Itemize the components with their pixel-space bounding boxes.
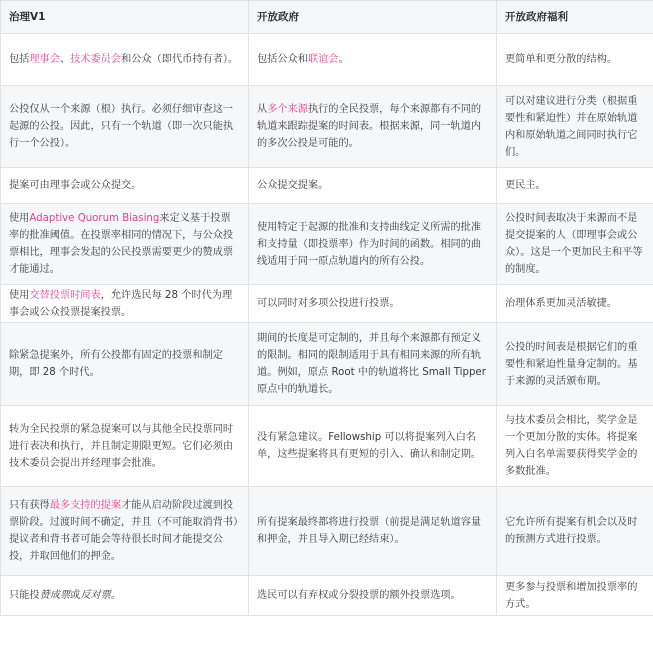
- cell-text: 治理体系更加灵活敏捷。: [505, 298, 618, 309]
- cell-text: 所有提案最终都将进行投票（前提是满足轨道容量和押金，并且导入期已经结束）。: [257, 517, 482, 545]
- open-gov-cell: [249, 576, 497, 616]
- open-gov-cell: [249, 168, 497, 204]
- cell-text: 除紧急提案外，所有公投都有固定的投票和制定期，即 28 个时代。: [9, 350, 223, 378]
- cell-text: 更简单和更分散的结构。: [505, 54, 618, 65]
- governance-v1-cell: [1, 576, 249, 616]
- table-row: [1, 168, 653, 204]
- cell-text: 只能投: [9, 590, 40, 601]
- highlight-link[interactable]: 最多支持的提案: [49, 500, 122, 511]
- open-gov-cell: [249, 406, 497, 487]
- table-row: [1, 285, 653, 323]
- cell-text: 包括公众和: [257, 54, 308, 65]
- cell-text: 。: [110, 590, 122, 601]
- italic-term: 反对票: [80, 590, 111, 601]
- open-gov-benefit-cell: [497, 576, 653, 616]
- table-row: [1, 487, 653, 576]
- cell-text: 包括: [9, 54, 30, 65]
- open-gov-cell: [249, 204, 497, 285]
- open-gov-benefit-cell: [497, 168, 653, 204]
- cell-text: 从: [257, 104, 268, 115]
- cell-text: 和公众（即代币持有者）。: [121, 54, 239, 65]
- cell-text: 期间的长度是可定制的，并且每个来源都有预定义的限制。相同的限制适用于具有相同来源的所有轨道。例如，原点 Root 中的轨道将比 Small Tipper 原点中的轨道长。: [257, 333, 486, 395]
- header-open-gov-benefits: 开放政府福利: [497, 1, 653, 34]
- table-row: [1, 406, 653, 487]
- governance-v1-cell: [1, 34, 249, 86]
- cell-text: 来定义基于投票率的批准阈值。在投票率相同的情况下，与公众投票相比，理事会发起的公民投票需要更少的赞成票才能通过。: [9, 213, 234, 275]
- open-gov-cell: [249, 285, 497, 323]
- highlight-link[interactable]: 多个来源: [267, 104, 308, 115]
- open-gov-cell: [249, 34, 497, 86]
- table-row: [1, 34, 653, 86]
- cell-text: 它允许所有提案有机会以及时的预测方式进行投票。: [505, 517, 638, 545]
- highlight-link[interactable]: 交替投票时间表: [29, 289, 101, 301]
- cell-text: 更多参与投票和增加投票率的方式。: [505, 581, 638, 610]
- cell-text: ，允许选民每 28 个时代为理事会或公众投票提案投票。: [9, 289, 233, 318]
- open-gov-benefit-cell: [497, 204, 653, 285]
- table-row: [1, 323, 653, 406]
- cell-text: 只有获得: [9, 500, 50, 511]
- cell-text: 更民主。: [505, 180, 546, 191]
- open-gov-benefit-cell: [497, 487, 653, 576]
- highlight-link[interactable]: 技术委员会: [70, 54, 122, 65]
- header-row: [1, 1, 653, 34]
- cell-text: 。: [338, 54, 349, 65]
- highlight-link[interactable]: Adaptive Quorum Biasing: [29, 213, 160, 224]
- open-gov-benefit-cell: [497, 34, 653, 86]
- cell-text: 可以同时对多项公投进行投票。: [257, 298, 400, 309]
- governance-v1-cell: [1, 323, 249, 406]
- open-gov-benefit-cell: [497, 285, 653, 323]
- italic-term: 赞成票: [39, 590, 71, 601]
- cell-text: 可以对建议进行分类（根据重要性和紧迫性）并在原始轨道内和原始轨道之间同时执行它们。: [505, 95, 638, 158]
- table-row: [1, 204, 653, 285]
- highlight-link[interactable]: 联谊会: [307, 54, 339, 65]
- cell-text: 使用: [9, 289, 30, 301]
- governance-v1-cell: [1, 285, 249, 323]
- cell-text: 选民可以有弃权或分裂投票的额外投票选项。: [257, 590, 461, 601]
- governance-v1-cell: [1, 487, 249, 576]
- open-gov-cell: [249, 487, 497, 576]
- cell-text: 使用: [9, 213, 30, 224]
- open-gov-cell: [249, 323, 497, 406]
- open-gov-benefit-cell: [497, 323, 653, 406]
- governance-v1-cell: [1, 406, 249, 487]
- cell-text: 没有紧急建议。Fellowship 可以将提案列入白名单，这些提案将具有更短的引入、确认和制定期。: [257, 432, 482, 460]
- cell-text: 公众提交提案。: [257, 180, 329, 191]
- governance-v1-cell: [1, 204, 249, 285]
- cell-text: 提案可由理事会或公众提交。: [9, 180, 142, 191]
- cell-text: 使用特定于起源的批准和支持曲线定义所需的批准和支持量（即投票率）作为时间的函数。相同的曲线适用于同一原点轨道内的所有公投。: [257, 221, 482, 267]
- cell-text: 转为全民投票的紧急提案可以与其他全民投票同时进行表决和执行，并且制定期限更短。它们必须由技术委员会提出并经理事会批准。: [9, 423, 234, 469]
- open-gov-benefit-cell: [497, 86, 653, 168]
- governance-v1-cell: [1, 168, 249, 204]
- highlight-link[interactable]: 理事会: [29, 54, 60, 65]
- cell-text: 公投时间表取决于来源而不是提交提案的人（即理事会或公众）。这是一个更加民主和平等的制度。: [505, 213, 643, 275]
- table-row: [1, 86, 653, 168]
- cell-text: 、: [59, 54, 71, 65]
- header-open-gov: 开放政府: [249, 1, 497, 34]
- table-row: [1, 576, 653, 616]
- cell-text: 公投的时间表是根据它们的重要性和紧迫性量身定制的。基于来源的灵活颁布期。: [505, 341, 638, 387]
- governance-v1-cell: [1, 86, 249, 168]
- header-governance-v1: 治理V1: [1, 1, 249, 34]
- cell-text: 执行的全民投票，每个来源都有不同的轨道来跟踪提案的时间表。根据来源，同一轨道内的多次公投是可能的。: [257, 104, 482, 149]
- cell-text: 才能从启动阶段过渡到投票阶段。过渡时间不确定，并且（不可能取消背书）提议者和背书者可能会等待很长时间才能提交公投，并取回他们的押金。: [9, 500, 239, 562]
- open-gov-cell: [249, 86, 497, 168]
- open-gov-benefit-cell: [497, 406, 653, 487]
- cell-text: 或: [70, 590, 81, 601]
- cell-text: 公投仅从一个来源（根）执行。必须仔细审查这一起源的公投。因此，只有一个轨道（即一次只能执行一个公投）。: [9, 104, 234, 149]
- cell-text: 与技术委员会相比，奖学金是一个更加分散的实体。将提案列入白名单需要获得奖学金的多数批准。: [505, 415, 638, 477]
